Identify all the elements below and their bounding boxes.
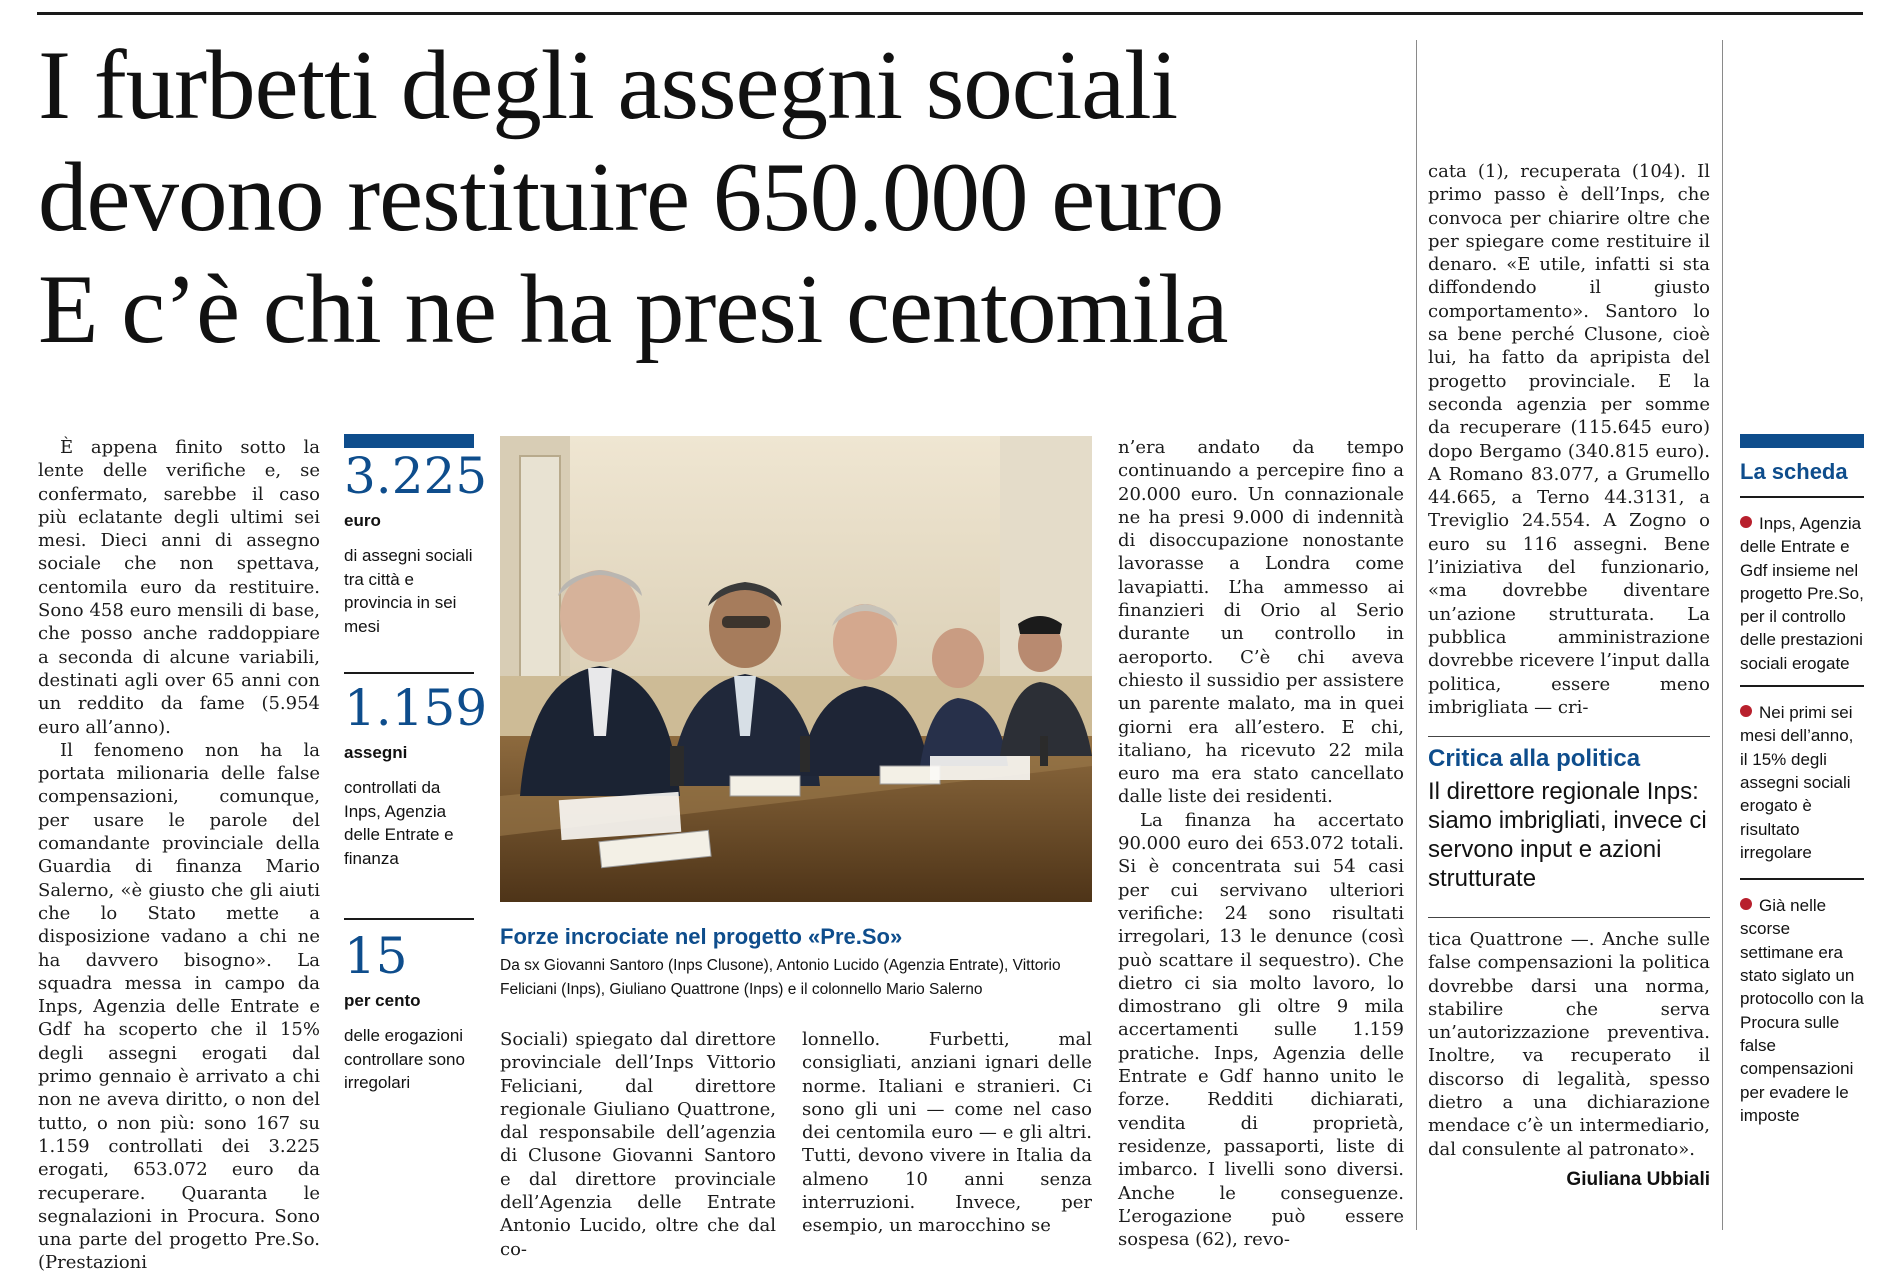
subhead-top-rule — [1428, 736, 1710, 737]
caption-text: Da sx Giovanni Santoro (Inps Clusone), Antonio Lucido (Agenzia Entrate), Vittorio Feliciani (Inps), Giuliano Quattrone (Inps) e il colonnello Mario Salerno — [500, 957, 1061, 998]
article-column-5-top: cata (1), recuperata (104). Il primo passo è dell’Inps, che convoca per chiarire oltre che per spiegare come restituire il denaro. «E utile, infatti si sta diffondendo il giusto comportamento». Santoro lo sa bene perché Clusone, cioè lui, ha fatto da apripista del progetto provinciale. E la seconda agenzia per somme da recuperare (115.645 euro) dopo Bergamo (340.815 euro). A Romano 83.077, a Grumello 44.665, a Terno 44.3131, a Treviglio 24.554. A Zogno o euro su 116 assegni. Bene l’iniziativa del funzionario, «ma dovrebbe diventare un’azione strutturata. La pubblica amministrazione dovrebbe ricevere l’input dalla politica, essere meno imbrigliata — cri- — [1428, 161, 1710, 718]
article-column-4 — [1118, 436, 1404, 1251]
article-column-2: Sociali) spiegato dal direttore provinciale dell’Inps Vittorio Feliciani, dal direttore regionale Giuliano Quattrone, dal responsabile dell’agenzia di Clusone Giovanni Santoro e dal direttore provinciale dell’Agenzia delle Entrate Antonio Lucido, oltre che dal co- — [500, 1029, 776, 1260]
byline: Giuliana Ubbiali — [1566, 1169, 1710, 1190]
stat-unit: assegni — [344, 743, 408, 762]
scheda-sidebar — [1740, 434, 1864, 1127]
scheda-divider — [1740, 878, 1864, 880]
stat-unit: euro — [344, 511, 381, 530]
column-rule — [1722, 40, 1723, 1230]
article-paragraph: È appena finito sotto la lente delle verifiche e, se confermato, sarebbe il caso più eclatante degli ultimi sei mesi. Dieci anni di assegno sociale che non spettava, centomila euro da restituire. Sono 458 euro mensili di base, che posso anche raddoppiare a seconda di alcune variabili, destinati agli over 65 anni con un reddito da fame (5.954 euro all’anno). — [38, 437, 320, 738]
bullet-icon — [1740, 898, 1752, 910]
photo-illustration — [500, 436, 1092, 902]
scheda-title: La scheda — [1740, 459, 1848, 484]
scheda-item: Nei primi sei mesi dell’anno, il 15% degli assegni sociali erogato è risultato irregolare — [1740, 703, 1854, 862]
subhead-box — [1428, 736, 1710, 918]
article-column-1 — [38, 436, 320, 1274]
stat-number: 1.159 — [344, 679, 488, 737]
scheda-divider — [1740, 496, 1864, 498]
stat-block — [344, 920, 474, 1095]
subhead-bottom-rule — [1428, 917, 1710, 918]
headline-line: E c’è chi ne ha presi centomila — [38, 255, 1228, 364]
scheda-top-bar — [1740, 434, 1864, 448]
article-column-5-bottom: tica Quattrone —. Anche sulle false compensazioni la politica dovrebbe darsi una norma, stabilire che serva un’autorizzazione preventiva. Inoltre, va recuperato il discorso di legalità, spesso dietro a una dichiarazione mendace c’è un intermediario, dal consulente al patronato». — [1428, 929, 1710, 1160]
article-column-3: lonnello. Furbetti, mal consigliati, anziani ignari delle norme. Italiani e stranieri. Ci sono gli uni — come nel caso dei centomila euro — e gli altri. Tutti, devono vivere in Italia da almeno 10 anni senza interruzioni. Invece, per esempio, un marocchino se — [802, 1029, 1092, 1237]
bullet-icon — [1740, 705, 1752, 717]
photo-caption — [500, 924, 1092, 1002]
stat-block — [344, 447, 488, 672]
stat-description: delle erogazioni controllare sono irregolari — [344, 1026, 465, 1092]
stat-description: di assegni sociali tra città e provincia in sei mesi — [344, 546, 473, 636]
stat-description: controllati da Inps, Agenzia delle Entrate e finanza — [344, 778, 454, 868]
subhead-text: Il direttore regionale Inps: siamo imbrigliati, invece ci servono input e azioni strutturate — [1428, 778, 1707, 892]
article-paragraph: Il fenomeno non ha la portata milionaria delle false compensazioni, comunque, per usare le parole del comandante provinciale della Guardia di finanza Mario Salerno, «è giusto che gli aiuti che lo Stato mette a disposizione vadano a chi ne ha davvero bisogno». La squadra messa in campo da Inps, Agenzia delle Entrate e Gdf ha scoperto che il 15% degli assegni erogati dal primo gennaio è arrivato a chi non ne aveva diritto, o non del tutto, o non più: sono 167 su 1.159 controllati dei 3.225 erogati, 653.072 euro da recuperare. Quaranta le segnalazioni in Procura. Sono una parte del progetto Pre.So. (Prestazioni — [38, 739, 320, 1274]
stat-unit: per cento — [344, 991, 421, 1010]
scheda-item: Già nelle scorse settimane era stato siglato un protocollo con la Procura sulle false compensazioni per evadere le imposte — [1740, 896, 1864, 1125]
stat-number: 3.225 — [344, 447, 488, 505]
stat-block — [344, 674, 488, 918]
scheda-item: Inps, Agenzia delle Entrate e Gdf insieme nel progetto Pre.So, per il controllo delle prestazioni sociali erogate — [1740, 514, 1864, 673]
scheda-divider — [1740, 685, 1864, 687]
stat-number: 15 — [344, 927, 408, 985]
bullet-icon — [1740, 516, 1752, 528]
top-rule — [37, 12, 1863, 15]
headline-line: devono restituire 650.000 euro — [38, 143, 1224, 252]
subhead-title: Critica alla politica — [1428, 745, 1641, 772]
press-conference-photo — [500, 436, 1092, 902]
article-paragraph: n’era andato da tempo continuando a percepire fino a 20.000 euro. Un connazionale ne ha presi 9.000 di indennità di disoccupazione nonostante lavorasse a Londra come lavapiatti. L’ha ammesso ai finanzieri di Orio al Serio durante un controllo in aeroporto. C’è chi aveva chiesto il sussidio per assistere un parente malato, ma in quei giorni era all’estero. E chi, italiano, ha ricevuto 22 mila euro ma era stato cancellato dalle liste dei residenti. — [1118, 437, 1404, 808]
caption-title: Forze incrociate nel progetto «Pre.So» — [500, 924, 903, 949]
headline — [38, 30, 1418, 366]
stats-top-bar — [344, 434, 474, 448]
headline-line: I furbetti degli assegni sociali — [38, 31, 1178, 140]
article-paragraph: La finanza ha accertato 90.000 euro dei 653.072 totali. Si è concentrata sui 54 casi per cui servivano ulteriori verifiche: 24 sono risultati irregolari, 13 le denunce (così può scattare il sequestro). Che dietro ci sia molto lavoro, lo dimostrano gli oltre 9 mila accertamenti sulle 1.159 pratiche. Inps, Agenzia delle Entrate e Gdf hanno unito le forze. Redditi dichiarati, vendita di proprietà, residenze, passaporti, liste di imbarco. I livelli sono diversi. Anche le conseguenze. L’erogazione può essere sospesa (62), revo- — [1118, 809, 1404, 1251]
stats-sidebar — [344, 434, 488, 1095]
